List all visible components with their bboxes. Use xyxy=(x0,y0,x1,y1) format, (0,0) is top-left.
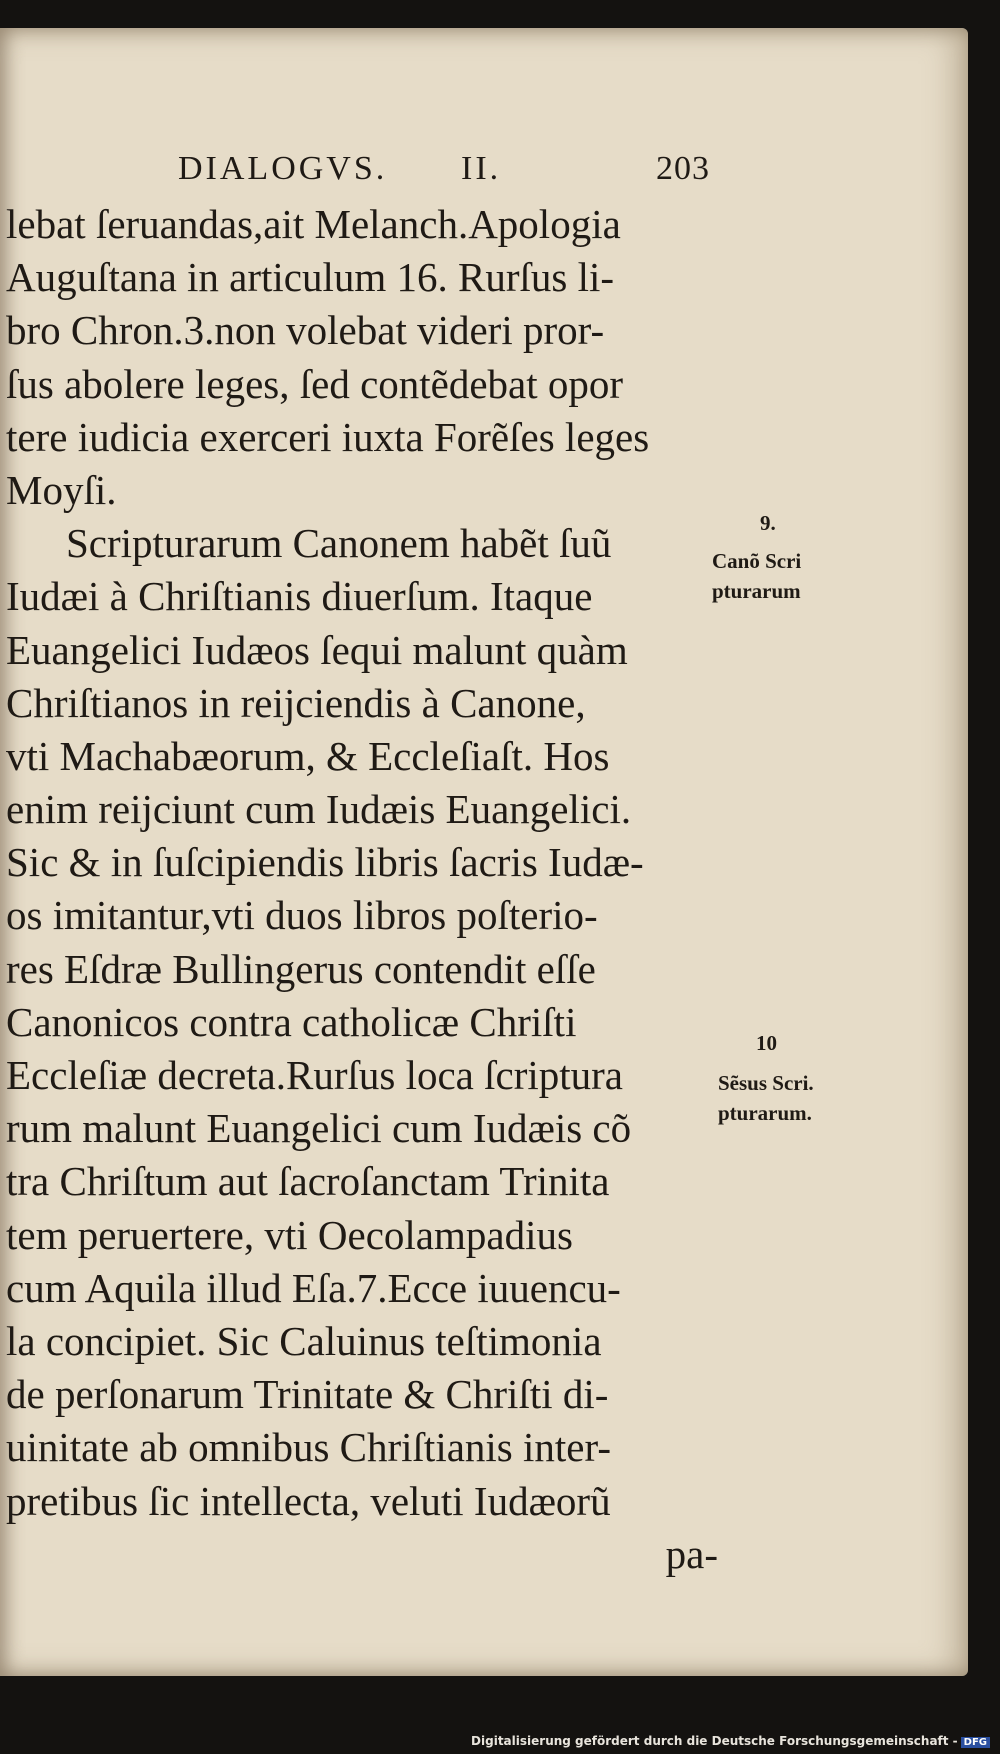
text-line: cum Aquila illud Eſa.7.Ecce iuuencu- xyxy=(6,1264,621,1311)
catchword: pa- xyxy=(665,1530,718,1577)
digitization-credit xyxy=(471,1734,990,1748)
text-line: Euangelici Iudæos ſequi malunt quàm xyxy=(6,626,628,673)
margin-note xyxy=(718,1068,814,1128)
text-line: rum malunt Euangelici cum Iudæis cõ xyxy=(6,1105,632,1152)
text-line: la concipiet. Sic Caluinus teſtimonia xyxy=(6,1317,602,1364)
text-line: bro Chron.3.non volebat videri pror- xyxy=(6,307,605,354)
text-line: lebat ſeruandas,ait Melanch.Apologia xyxy=(6,201,621,247)
margin-note-line: Sẽsus Scri. xyxy=(718,1071,814,1095)
body-text xyxy=(6,198,718,1581)
text-line: tem peruertere, vti Oecolampadius xyxy=(6,1211,573,1258)
header-title: DIALOGVS. xyxy=(178,150,388,187)
text-line: res Eſdræ Bullingerus contendit eſſe xyxy=(6,945,596,992)
margin-note-line: Canõ Scri xyxy=(712,549,802,573)
margin-note xyxy=(712,546,801,606)
text-line: Scripturarum Canonem habẽt ſuũ xyxy=(66,520,612,567)
text-line: de perſonarum Trinitate & Chriſti di- xyxy=(6,1371,609,1418)
text-line: enim reijciunt cum Iudæis Euangelici. xyxy=(6,786,632,833)
margin-note-number: 10 xyxy=(756,1031,777,1055)
text-line: uinitate ab omnibus Chriſtianis inter- xyxy=(6,1424,611,1471)
text-line: os imitantur,vti duos libros poſterio- xyxy=(6,892,598,939)
text-line: tere iudicia exerceri iuxta Forẽſes leges xyxy=(6,413,650,460)
text-line: Iudæi à Chriſtianis diuerſum. Itaque xyxy=(6,573,593,620)
margin-note-line: pturarum xyxy=(712,579,801,603)
text-line: Moyſi. xyxy=(6,466,117,513)
dfg-logo: DFG xyxy=(961,1737,990,1748)
page-number: 203 xyxy=(656,150,710,187)
text-line: tra Chriſtum aut ſacroſanctam Trinita xyxy=(6,1158,610,1205)
text-line: Canonicos contra catholicæ Chriſti xyxy=(6,998,577,1045)
credit-text: Digitalisierung gefördert durch die Deutsche Forschungsgemeinschaft - xyxy=(471,1734,958,1748)
margin-note-line: pturarum. xyxy=(718,1101,812,1125)
text-line: Auguſtana in articulum 16. Rurſus li- xyxy=(6,254,615,301)
text-line: pretibus ſic intellecta, veluti Iudæorũ xyxy=(6,1477,611,1524)
text-line: Eccleſiæ decreta.Rurſus loca ſcriptura xyxy=(6,1052,624,1098)
margin-note-number: 9. xyxy=(760,511,776,535)
text-line: Chriſtianos in reijciendis à Canone, xyxy=(6,679,586,726)
text-line: Sic & in ſuſcipiendis libris ſacris Iudæ- xyxy=(6,839,644,886)
header-dialogue-number: II. xyxy=(461,150,502,187)
text-line: ſus abolere leges, ſed contẽdebat opor xyxy=(6,360,624,407)
text-line: vti Machabæorum, & Eccleſiaſt. Hos xyxy=(6,732,610,779)
book-page xyxy=(0,28,968,1676)
